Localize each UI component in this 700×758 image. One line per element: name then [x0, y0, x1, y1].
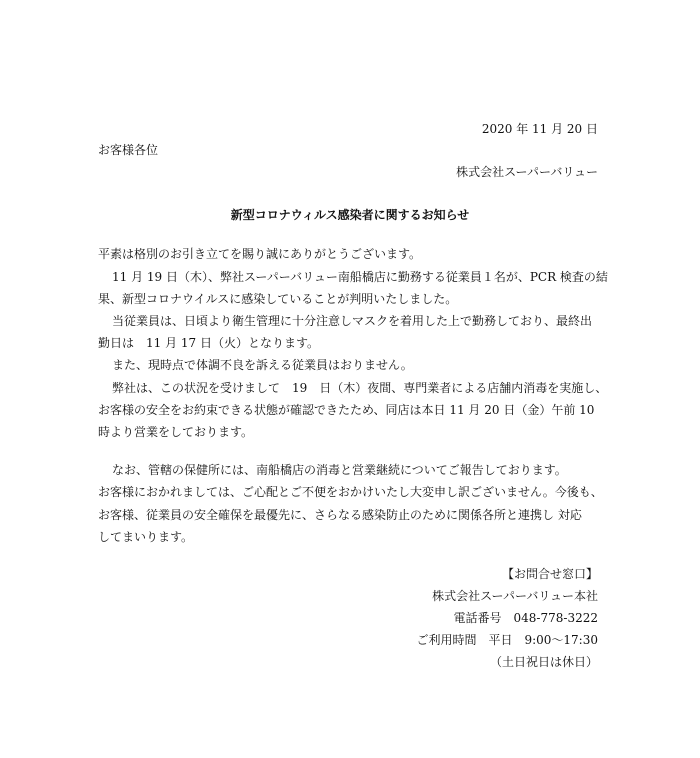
contact-phone: 電話番号 048-778-3222: [453, 611, 598, 625]
body-paragraph-7-line-3: してまいります。: [98, 530, 194, 544]
body-paragraph-7-line-2: お客様、従業員の安全確保を最優先に、さらなる感染防止のために関係各所と連携し 対応: [98, 508, 582, 522]
body-paragraph-5-line-1: 弊社は、この状況を受けまして 19 日（木）夜間、専門業者による店舗内消毒を実施し、: [112, 381, 608, 395]
addressee: お客様各位: [98, 143, 159, 157]
contact-hours: ご利用時間 平日 9:00～17:30: [416, 633, 598, 647]
body-paragraph-2-line-1: 11 月 19 日（木）、弊社スーパーバリュー南船橋店に勤務する従業員１名が、PCR 検査の結: [112, 270, 608, 284]
body-paragraph-3-line-2: 勤日は 11 月 17 日（火）となります。: [98, 336, 320, 350]
body-paragraph-2-line-2: 果、新型コロナウイルスに感染していることが判明いたしました。: [98, 292, 458, 306]
notice-title: 新型コロナウィルス感染者に関するお知らせ: [230, 208, 470, 222]
contact-company: 株式会社スーパーバリュー本社: [432, 589, 598, 603]
body-paragraph-3-line-1: 当従業員は、日頃より衛生管理に十分注意しマスクを着用した上で勤務しており、最終出: [112, 314, 593, 328]
contact-closed-days: （土日祝日は休日）: [489, 655, 598, 669]
body-paragraph-4: また、現時点で体調不良を訴える従業員はおりません。: [112, 358, 413, 372]
sender-company: 株式会社スーパーバリュー: [456, 165, 598, 179]
body-paragraph-5-line-2: お客様の安全をお約束できる状態が確認できたため、同店は本日 11 月 20 日（金）午前 10: [98, 403, 595, 417]
body-paragraph-5-line-3: 時より営業をしております。: [98, 425, 254, 439]
contact-heading: 【お問合せ窓口】: [501, 567, 598, 581]
document-date: 2020 年 11 月 20 日: [481, 122, 598, 136]
body-paragraph-7-line-1: お客様におかれましては、ご心配とご不便をおかけいたし大変申し訳ございません。今後も、: [98, 485, 603, 499]
body-paragraph-6: なお、管轄の保健所には、南船橋店の消毒と営業継続についてご報告しております。: [112, 463, 567, 477]
body-paragraph-1: 平素は格別のお引き立てを賜り誠にありがとうございます。: [98, 247, 422, 261]
